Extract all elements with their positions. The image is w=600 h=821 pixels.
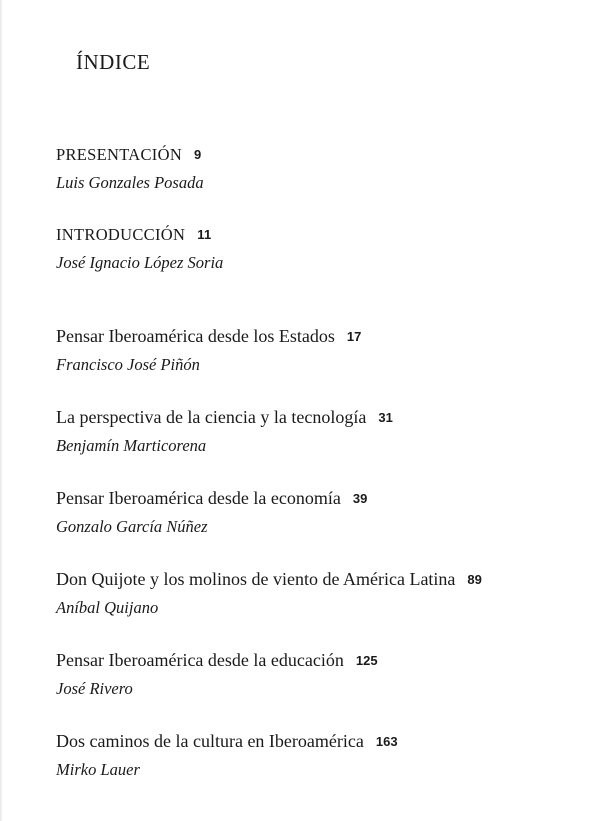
toc-section-title: Pensar Iberoamérica desde la educación bbox=[56, 650, 344, 670]
toc-entry bbox=[56, 649, 596, 699]
toc-page-number: 11 bbox=[197, 227, 212, 242]
toc-section-title: Pensar Iberoamérica desde la economía bbox=[56, 488, 341, 508]
toc-entry bbox=[56, 568, 596, 618]
toc-page-number: 39 bbox=[352, 491, 368, 506]
toc-author: Mirko Lauer bbox=[56, 760, 140, 779]
toc-author: José Ignacio López Soria bbox=[56, 253, 224, 272]
toc-author: Gonzalo García Núñez bbox=[56, 517, 208, 536]
toc-section-title: Pensar Iberoamérica desde los Estados bbox=[56, 326, 335, 346]
toc-entry bbox=[56, 325, 596, 375]
toc-entry bbox=[56, 144, 596, 193]
toc-author: Francisco José Piñón bbox=[56, 355, 200, 374]
toc-section-title: Dos caminos de la cultura en Iberoamérica bbox=[56, 731, 364, 751]
toc-author: Luis Gonzales Posada bbox=[56, 173, 204, 192]
toc-section-title: INTRODUCCIÓN bbox=[56, 225, 186, 244]
toc-author: Aníbal Quijano bbox=[56, 598, 159, 617]
page-title: ÍNDICE bbox=[76, 50, 151, 74]
toc-section-title: Don Quijote y los molinos de viento de América Latina bbox=[56, 569, 456, 589]
toc-section-title: PRESENTACIÓN bbox=[56, 145, 183, 164]
page-edge-shadow bbox=[0, 0, 3, 821]
toc-section-title: La perspectiva de la ciencia y la tecnología bbox=[56, 407, 367, 427]
toc-page-number: 89 bbox=[467, 572, 482, 587]
toc-author: José Rivero bbox=[56, 679, 133, 698]
toc-page-number: 31 bbox=[378, 410, 393, 425]
toc-page-number: 125 bbox=[355, 653, 378, 668]
toc-page-number: 9 bbox=[194, 147, 202, 162]
toc-entry bbox=[56, 487, 596, 537]
toc-entry bbox=[56, 406, 596, 456]
toc-page-number: 163 bbox=[375, 734, 398, 749]
toc-entry bbox=[56, 224, 596, 273]
toc-entry bbox=[56, 730, 596, 780]
toc-author: Benjamín Marticorena bbox=[56, 436, 207, 455]
toc-page-number: 17 bbox=[346, 329, 362, 344]
